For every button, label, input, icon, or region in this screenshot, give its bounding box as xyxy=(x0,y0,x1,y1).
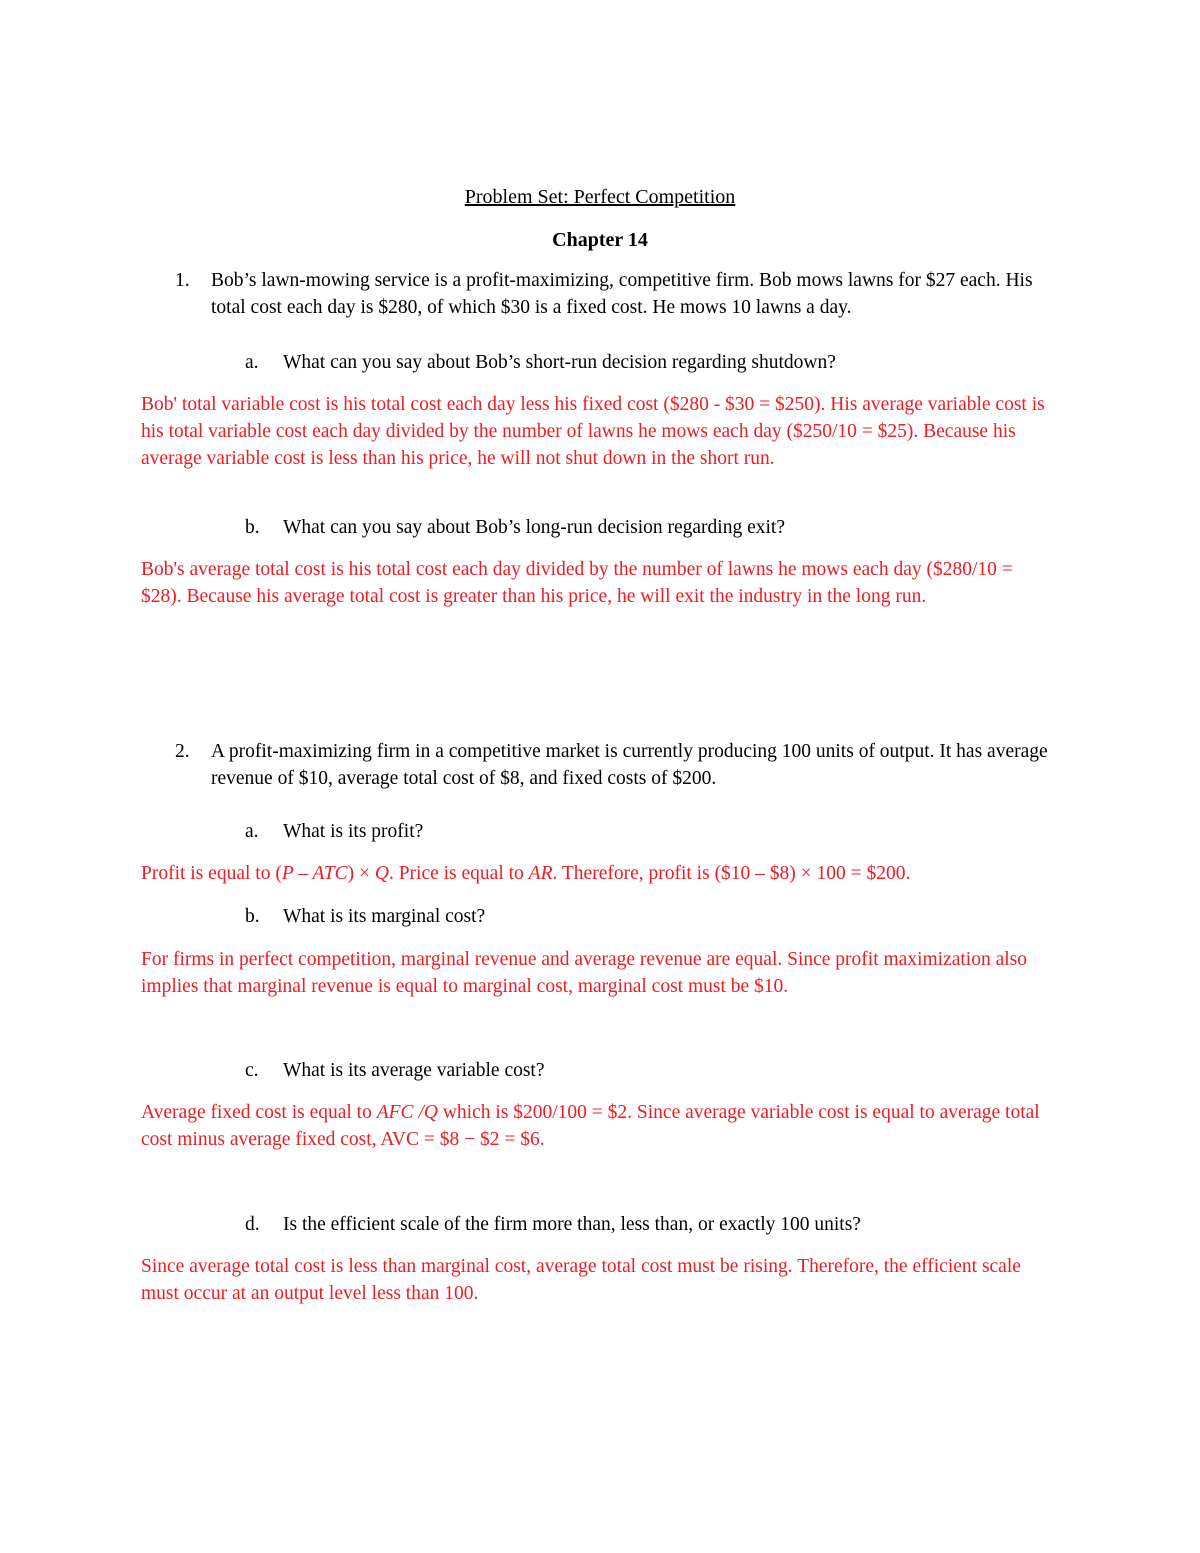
question-2-number: 2. xyxy=(175,741,190,762)
question-1 xyxy=(175,267,1051,321)
answer-2b: For firms in perfect competition, marginal revenue and average revenue are equal. Since profit maximization also implies that marginal revenue is equal to marginal cost, marginal cost must be $10. xyxy=(141,949,1028,997)
question-2c xyxy=(245,1057,1043,1084)
answer-2c-part: Average fixed cost is equal to xyxy=(141,1102,377,1123)
answer-2c-part: which is $200/100 = $2. Since average variable cost is equal to average total cost minus average fixed cost, AVC = $8 − $2 = $6. xyxy=(141,1102,1040,1150)
question-2b-text: What is its marginal cost? xyxy=(283,906,486,927)
question-1-number: 1. xyxy=(175,270,190,291)
question-2b xyxy=(245,903,1043,930)
question-1b-label: b. xyxy=(245,517,260,538)
question-1b-text: What can you say about Bob’s long-run decision regarding exit? xyxy=(283,517,785,538)
document-title: Problem Set: Perfect Competition xyxy=(464,186,736,208)
answer-2a-part: . Price is equal to xyxy=(388,863,529,884)
question-2a-label: a. xyxy=(245,821,259,842)
question-2 xyxy=(175,738,1051,792)
answer-2a-dash: – xyxy=(293,863,313,884)
question-2d-label: d. xyxy=(245,1214,260,1235)
answer-1b: Bob's average total cost is his total cost each day divided by the number of lawns he mows each day ($280/10 = $28). Because his average total cost is greater than his price, he will exit the industry in the long run. xyxy=(141,559,1013,607)
question-2-text: A profit-maximizing firm in a competitive market is currently producing 100 units of output. It has average revenue of $10, average total cost of $8, and fixed costs of $200. xyxy=(211,741,1048,789)
answer-2a-part: Profit is equal to ( xyxy=(141,863,282,884)
answer-2a-var-q: Q xyxy=(374,863,389,884)
question-1a-label: a. xyxy=(245,352,259,373)
answer-2a-part: . Therefore, profit is ($10 – $8) × 100 = $200. xyxy=(552,863,911,884)
question-2c-text: What is its average variable cost? xyxy=(283,1060,545,1081)
question-2c-label: c. xyxy=(245,1060,259,1081)
answer-2a-part: ) × xyxy=(347,863,375,884)
answer-2c xyxy=(141,1099,1051,1153)
question-1b xyxy=(245,514,1043,541)
question-1a-text: What can you say about Bob’s short-run decision regarding shutdown? xyxy=(283,352,836,373)
question-1-text: Bob’s lawn-mowing service is a profit-maximizing, competitive firm. Bob mows lawns for $27 each. His total cost each day is $280, of which $30 is a fixed cost. He mows 10 lawns a day. xyxy=(211,270,1033,318)
question-1a xyxy=(245,349,1043,376)
answer-2a xyxy=(141,860,1051,887)
chapter-heading: Chapter 14 xyxy=(552,229,648,251)
answer-2a-var-ar: AR xyxy=(528,863,553,884)
question-2a-text: What is its profit? xyxy=(283,821,424,842)
answer-2a-var-atc: ATC xyxy=(312,863,348,884)
answer-2d: Since average total cost is less than marginal cost, average total cost must be rising. Therefore, the efficient scale must occur at an output level less than 100. xyxy=(141,1256,1021,1304)
answer-2c-var-afc: AFC /Q xyxy=(376,1102,438,1123)
question-2d xyxy=(245,1211,1043,1238)
question-2b-label: b. xyxy=(245,906,260,927)
answer-1a: Bob' total variable cost is his total cost each day less his fixed cost ($280 - $30 = $250). His average variable cost is his total variable cost each day divided by the number of lawns he mows each day ($250/10 = $25). Because his average variable cost is less than his price, he will not shut down in the short run. xyxy=(141,394,1045,469)
question-2a xyxy=(245,818,1043,845)
question-2d-text: Is the efficient scale of the firm more than, less than, or exactly 100 units? xyxy=(283,1214,861,1235)
answer-2a-var-p: P xyxy=(281,863,294,884)
